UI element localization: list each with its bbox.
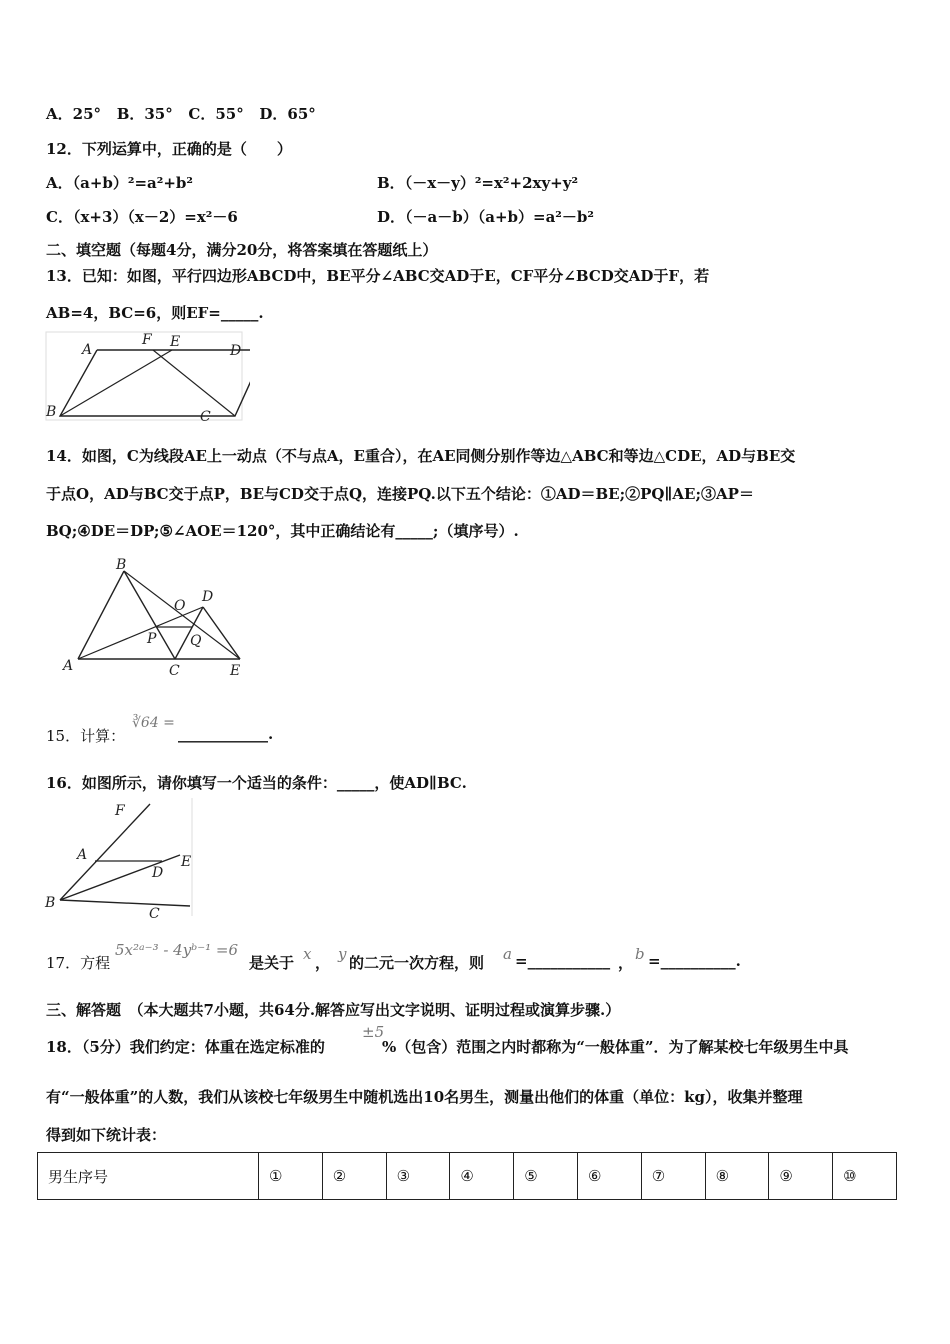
q13-line1: 13．已知：如图，平行四边形ABCD中，BE平分∠ABC交AD于E，CF平分∠BCD交AD于F，若 [46, 267, 710, 285]
q17-comma: ， [315, 954, 331, 972]
q17-var-y: y [338, 945, 347, 963]
q17-blank-a: =___________ [515, 952, 611, 970]
table-header-cell: ⑥ [577, 1153, 641, 1200]
q14-line3: BQ;④DE＝DP;⑤∠AOE＝120°，其中正确结论有_____;（填序号）. [46, 522, 519, 540]
q16-angle-figure [40, 798, 200, 923]
q18-line1 [46, 1036, 325, 1057]
q17-var-a: a [503, 945, 512, 963]
q11-option-d: D．65° [259, 105, 316, 123]
q17-rest: 的二元一次方程，则 [349, 954, 485, 972]
q13-label-b: B [46, 404, 57, 420]
q12-a-expr: （a+b）²=a²+b² [72, 174, 193, 192]
q16-label-e: E [181, 854, 192, 870]
q12-d-expr: （－a－b）（a+b）=a²－b² [405, 208, 594, 226]
q17-equation: 5x²ᵃ⁻³ - 4yᵇ⁻¹ =6 [115, 941, 239, 959]
q13-label-a: A [82, 342, 93, 358]
q12-stem: 12．下列运算中，正确的是（ ） [46, 140, 292, 158]
table-header-cell: ④ [450, 1153, 514, 1200]
table-row [38, 1153, 897, 1200]
q13-parallelogram-figure [40, 328, 250, 426]
q14-triangles-figure [58, 555, 258, 680]
q15-prefix: 15．计算： [46, 727, 126, 745]
q14-line1: 14．如图，C为线段AE上一动点（不与点A，E重合），在AE同侧分别作等边△ABC和等边△CDE，AD与BE交 [46, 447, 796, 465]
q14-label-o: O [174, 598, 186, 614]
q17-prefix: 17．方程 [46, 954, 111, 972]
q12-c-label: C． [46, 208, 73, 226]
table-header-cell: ⑦ [641, 1153, 705, 1200]
table-header-cell: ⑨ [769, 1153, 833, 1200]
q14-label-e: E [230, 663, 241, 679]
q15-expression: ∛64 = [132, 715, 175, 731]
table-header-cell: 男生序号 [38, 1153, 259, 1200]
q16-text: 16．如图所示，请你填写一个适当的条件：_____，使AD∥BC. [46, 774, 467, 792]
table-header-cell: ③ [386, 1153, 450, 1200]
q11-option-a: A．25° [46, 105, 102, 123]
table-header-cell: ⑩ [833, 1153, 897, 1200]
q16-label-d: D [152, 865, 164, 881]
q13-label-f: F [142, 332, 152, 348]
table-header-cell: ⑤ [514, 1153, 578, 1200]
q12-b-label: B． [377, 174, 405, 192]
q11-options [46, 103, 316, 124]
table-header-cell: ② [322, 1153, 386, 1200]
q17-middle [249, 952, 294, 973]
q14-label-c: C [169, 663, 180, 679]
section3-heading: 三、解答题 （本大题共7小题，共64分.解答应写出文字说明、证明过程或演算步骤.） [46, 1001, 621, 1019]
q13-label-d: D [230, 343, 242, 359]
q17-comma2: ， [618, 954, 634, 972]
q14-line2: 于点O，AD与BC交于点P，BE与CD交于点Q，连接PQ.以下五个结论：①AD＝BE;②PQ∥AE;③AP＝ [46, 485, 754, 503]
q12-option-a [46, 172, 193, 193]
q16-label-a: A [77, 847, 88, 863]
q17-middle-text: 是关于 [249, 954, 295, 972]
q12-d-label: D． [377, 208, 406, 226]
table-header-cell: ① [259, 1153, 323, 1200]
q12-a-label: A． [46, 174, 73, 192]
q13-label-c: C [200, 409, 211, 425]
q13-line2: AB=4，BC=6，则EF=_____. [46, 304, 264, 322]
q14-label-d: D [202, 589, 214, 605]
q14-label-q: Q [190, 633, 202, 649]
q16-label-f: F [115, 803, 125, 819]
section2-heading: 二、填空题（每题4分，满分20分，将答案填在答题纸上） [46, 241, 438, 259]
q18-line3: 得到如下统计表： [46, 1126, 167, 1144]
q18-plus-minus: ±5 [362, 1023, 385, 1041]
table-header-cell: ⑧ [705, 1153, 769, 1200]
q11-option-b: B．35° [116, 105, 173, 123]
q15-answer-blank: ____________. [178, 725, 274, 743]
q18-line1-a: 18．（5分）我们约定：体重在选定标准的 [46, 1038, 325, 1056]
q18-stat-table [37, 1152, 897, 1200]
q16-label-c: C [149, 906, 160, 922]
q12-option-b [377, 172, 578, 193]
q17-var-b: b [635, 945, 645, 963]
q14-label-b: B [116, 557, 127, 573]
q12-option-d [377, 206, 594, 227]
q18-line2: 有“一般体重”的人数，我们从该校七年级男生中随机选出10名男生，测量出他们的体重（单位：kg），收集并整理 [46, 1088, 803, 1106]
q12-option-c [46, 206, 238, 227]
q14-label-a: A [63, 658, 74, 674]
q11-option-c: C．55° [188, 105, 244, 123]
q12-b-expr: （－x－y）²=x²+2xy+y² [404, 174, 579, 192]
q13-label-e: E [170, 334, 181, 350]
q17-var-x: x [303, 945, 312, 963]
q14-label-p: P [147, 631, 157, 647]
q16-label-b: B [45, 895, 56, 911]
q18-line1-b: %（包含）范围之内时都称为“一般体重”．为了解某校七年级男生中具 [382, 1038, 849, 1056]
q17-blank-b: =__________. [648, 952, 741, 970]
q12-c-expr: （x+3）（x－2）=x²－6 [72, 208, 238, 226]
